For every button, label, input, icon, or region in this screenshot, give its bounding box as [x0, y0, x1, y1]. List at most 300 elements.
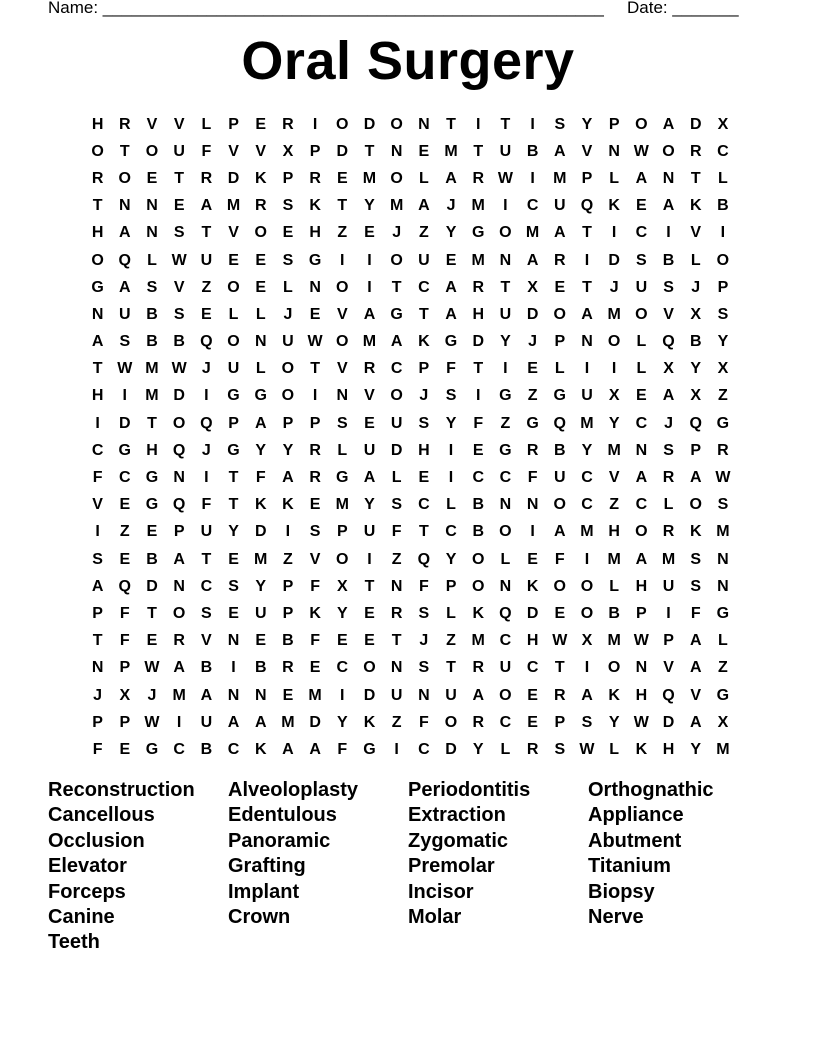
- grid-letter: A: [662, 115, 675, 133]
- grid-letter: O: [635, 523, 648, 541]
- word-bank-item: Biopsy: [588, 880, 655, 903]
- grid-letter: S: [418, 659, 430, 677]
- grid-letter: V: [690, 686, 702, 704]
- grid-letter: L: [283, 278, 293, 296]
- grid-letter: S: [309, 523, 321, 541]
- grid-letter: D: [526, 305, 539, 323]
- grid-letter: E: [309, 659, 321, 677]
- grid-letter: T: [690, 169, 701, 187]
- grid-letter: A: [445, 305, 457, 323]
- grid-letter: R: [526, 441, 539, 459]
- grid-letter: Q: [172, 441, 186, 459]
- grid-letter: B: [200, 659, 213, 677]
- grid-letter: K: [254, 169, 267, 187]
- grid-letter: D: [526, 604, 539, 622]
- grid-letter: W: [497, 169, 513, 187]
- grid-letter: J: [419, 387, 429, 405]
- grid-letter: O: [635, 115, 648, 133]
- grid-letter: V: [663, 305, 674, 323]
- grid-letter: D: [363, 686, 376, 704]
- grid-letter: Y: [336, 713, 348, 731]
- page-title: Oral Surgery: [241, 31, 575, 91]
- word-bank-item: Titanium: [588, 855, 671, 878]
- grid-letter: I: [204, 469, 209, 487]
- grid-letter: K: [689, 197, 702, 215]
- grid-letter: F: [310, 632, 320, 650]
- grid-letter: Z: [119, 523, 130, 541]
- grid-letter: E: [255, 251, 267, 269]
- grid-letter: N: [635, 441, 648, 459]
- grid-letter: I: [95, 523, 100, 541]
- grid-letter: F: [418, 577, 429, 595]
- grid-letter: L: [718, 169, 728, 187]
- grid-letter: I: [584, 251, 590, 269]
- grid-letter: X: [336, 577, 348, 595]
- grid-letter: M: [362, 333, 377, 351]
- grid-letter: H: [309, 224, 321, 242]
- grid-letter: B: [608, 604, 620, 622]
- grid-letter: S: [581, 713, 593, 731]
- grid-letter: Q: [417, 550, 431, 568]
- grid-letter: F: [391, 523, 402, 541]
- grid-letter: N: [635, 659, 648, 677]
- grid-letter: V: [201, 632, 212, 650]
- grid-letter: F: [92, 469, 103, 487]
- grid-letter: W: [144, 713, 160, 731]
- grid-letter: O: [172, 414, 186, 432]
- grid-letter: K: [363, 713, 376, 731]
- word-bank-item: Reconstruction: [48, 779, 195, 801]
- grid-letter: J: [201, 360, 211, 378]
- grid-letter: X: [717, 115, 729, 133]
- grid-letter: O: [390, 169, 403, 187]
- grid-letter: I: [530, 169, 535, 187]
- grid-letter: P: [445, 577, 457, 595]
- grid-letter: E: [228, 550, 239, 568]
- grid-letter: A: [200, 197, 213, 215]
- grid-letter: G: [471, 224, 485, 242]
- grid-letter: B: [554, 441, 566, 459]
- grid-letter: E: [119, 740, 131, 758]
- grid-letter: N: [499, 251, 512, 269]
- grid-letter: N: [662, 169, 675, 187]
- grid-letter: B: [146, 550, 158, 568]
- grid-letter: Q: [689, 414, 702, 432]
- grid-letter: U: [581, 387, 593, 405]
- grid-letter: Z: [609, 496, 620, 514]
- grid-letter: J: [664, 414, 673, 432]
- word-bank-item: Grafting: [228, 855, 306, 878]
- grid-letter: V: [336, 360, 348, 378]
- grid-letter: N: [119, 197, 131, 215]
- grid-letter: T: [119, 142, 130, 160]
- grid-letter: D: [608, 251, 620, 269]
- grid-letter: I: [666, 604, 671, 622]
- grid-letter: X: [119, 686, 131, 704]
- word-bank-item: Periodontitis: [408, 779, 531, 801]
- grid-letter: P: [92, 713, 103, 731]
- grid-letter: O: [91, 142, 104, 160]
- grid-letter: P: [282, 414, 294, 432]
- grid-letter: E: [336, 632, 348, 650]
- grid-letter: R: [689, 142, 702, 160]
- grid-letter: E: [173, 197, 185, 215]
- grid-letter: N: [499, 577, 512, 595]
- grid-letter: M: [716, 523, 730, 541]
- grid-letter: T: [228, 496, 239, 514]
- grid-letter: L: [147, 251, 157, 269]
- grid-letter: R: [282, 115, 294, 133]
- grid-letter: S: [146, 278, 158, 296]
- grid-letter: L: [418, 169, 429, 187]
- grid-letter: R: [119, 115, 131, 133]
- grid-letter: G: [145, 740, 159, 758]
- grid-letter: U: [445, 686, 457, 704]
- grid-letter: U: [499, 142, 512, 160]
- grid-letter: F: [255, 469, 266, 487]
- grid-letter: D: [445, 740, 457, 758]
- grid-letter: E: [445, 251, 457, 269]
- grid-letter: N: [608, 142, 620, 160]
- grid-letter: N: [499, 496, 512, 514]
- grid-letter: K: [309, 604, 321, 622]
- grid-letter: N: [390, 577, 403, 595]
- grid-letter: Y: [690, 740, 702, 758]
- grid-letter: Q: [580, 197, 594, 215]
- grid-letter: P: [173, 523, 185, 541]
- grid-letter: P: [228, 115, 239, 133]
- grid-letter: F: [473, 414, 484, 432]
- grid-letter: S: [717, 305, 729, 323]
- grid-letter: Y: [472, 740, 484, 758]
- word-bank-item: Edentulous: [228, 804, 337, 827]
- grid-letter: E: [527, 686, 538, 704]
- grid-letter: A: [635, 550, 648, 568]
- grid-letter: I: [367, 278, 372, 296]
- grid-letter: A: [390, 333, 403, 351]
- grid-letter: I: [176, 713, 182, 731]
- grid-letter: I: [204, 387, 209, 405]
- grid-letter: N: [418, 115, 430, 133]
- grid-letter: I: [611, 360, 617, 378]
- grid-letter: I: [475, 115, 481, 133]
- grid-letter: R: [91, 169, 104, 187]
- grid-letter: P: [336, 523, 348, 541]
- grid-letter: T: [147, 604, 157, 622]
- grid-letter: A: [282, 740, 294, 758]
- grid-letter: C: [635, 414, 648, 432]
- word-bank-item: Abutment: [588, 829, 682, 852]
- grid-letter: G: [145, 469, 159, 487]
- grid-letter: O: [118, 169, 131, 187]
- grid-letter: E: [228, 251, 239, 269]
- grid-letter: S: [554, 115, 566, 133]
- grid-letter: N: [717, 577, 729, 595]
- grid-letter: Z: [391, 550, 402, 568]
- grid-letter: E: [255, 115, 267, 133]
- grid-letter: Y: [581, 441, 593, 459]
- grid-letter: P: [663, 632, 674, 650]
- grid-letter: U: [200, 713, 213, 731]
- grid-letter: Q: [662, 333, 675, 351]
- grid-letter: I: [584, 659, 590, 677]
- grid-letter: H: [146, 441, 158, 459]
- grid-letter: T: [364, 142, 375, 160]
- word-bank-item: Cancellous: [48, 804, 155, 827]
- grid-letter: W: [117, 360, 133, 378]
- grid-letter: U: [390, 686, 403, 704]
- grid-letter: J: [528, 333, 538, 351]
- grid-letter: K: [254, 740, 267, 758]
- grid-letter: Y: [364, 496, 375, 514]
- grid-letter: C: [499, 632, 512, 650]
- grid-letter: Z: [201, 278, 212, 296]
- grid-letter: Z: [500, 414, 511, 432]
- grid-letter: L: [609, 740, 620, 758]
- grid-letter: H: [418, 441, 430, 459]
- grid-letter: X: [717, 360, 729, 378]
- grid-letter: G: [444, 333, 458, 351]
- grid-letter: D: [173, 387, 185, 405]
- grid-letter: J: [283, 305, 293, 323]
- grid-letter: E: [309, 305, 321, 323]
- grid-letter: O: [553, 305, 566, 323]
- grid-letter: U: [662, 577, 675, 595]
- grid-letter: Y: [608, 713, 620, 731]
- grid-letter: U: [200, 251, 213, 269]
- grid-letter: I: [394, 740, 399, 758]
- grid-letter: O: [336, 115, 349, 133]
- grid-letter: E: [119, 496, 131, 514]
- grid-letter: T: [554, 659, 565, 677]
- grid-letter: H: [635, 577, 648, 595]
- grid-letter: M: [145, 387, 159, 405]
- grid-letter: T: [500, 278, 511, 296]
- grid-letter: N: [418, 686, 430, 704]
- grid-letter: P: [282, 604, 294, 622]
- word-bank-item: Molar: [408, 905, 462, 928]
- grid-letter: X: [690, 305, 702, 323]
- grid-letter: L: [609, 577, 620, 595]
- grid-letter: O: [227, 333, 240, 351]
- grid-letter: D: [363, 115, 376, 133]
- grid-letter: I: [231, 659, 236, 677]
- grid-letter: E: [364, 414, 375, 432]
- grid-letter: F: [337, 740, 348, 758]
- grid-letter: A: [662, 197, 675, 215]
- grid-letter: L: [500, 550, 511, 568]
- grid-letter: O: [390, 251, 403, 269]
- grid-letter: E: [554, 604, 566, 622]
- grid-letter: N: [173, 469, 185, 487]
- grid-letter: N: [390, 142, 403, 160]
- grid-letter: A: [554, 523, 566, 541]
- grid-letter: V: [173, 115, 185, 133]
- grid-letter: T: [174, 169, 185, 187]
- grid-letter: U: [499, 305, 512, 323]
- grid-letter: U: [254, 604, 267, 622]
- grid-letter: O: [444, 713, 458, 731]
- grid-letter: O: [227, 278, 240, 296]
- grid-letter: E: [364, 632, 375, 650]
- grid-letter: A: [254, 713, 267, 731]
- grid-letter: R: [526, 740, 539, 758]
- grid-letter: C: [418, 278, 430, 296]
- grid-letter: P: [119, 659, 131, 677]
- grid-letter: A: [363, 305, 376, 323]
- grid-letter: D: [309, 713, 321, 731]
- grid-letter: U: [499, 659, 512, 677]
- grid-letter: F: [418, 713, 429, 731]
- grid-letter: L: [663, 496, 674, 514]
- grid-letter: E: [364, 224, 375, 242]
- grid-letter: S: [228, 577, 239, 595]
- grid-letter: A: [689, 469, 702, 487]
- grid-letter: S: [391, 496, 402, 514]
- grid-letter: D: [336, 142, 349, 160]
- grid-letter: B: [662, 251, 675, 269]
- grid-letter: P: [418, 360, 430, 378]
- grid-letter: L: [554, 360, 565, 378]
- grid-letter: A: [581, 686, 593, 704]
- grid-letter: P: [119, 713, 131, 731]
- grid-letter: T: [337, 197, 348, 215]
- grid-letter: N: [717, 550, 729, 568]
- word-bank-item: Zygomatic: [408, 829, 509, 852]
- grid-letter: N: [254, 333, 267, 351]
- grid-letter: D: [472, 333, 484, 351]
- grid-letter: W: [715, 469, 731, 487]
- grid-letter: M: [444, 142, 458, 160]
- grid-letter: S: [173, 305, 185, 323]
- grid-letter: A: [173, 550, 185, 568]
- grid-letter: S: [282, 197, 294, 215]
- grid-letter: E: [309, 496, 321, 514]
- word-bank-item: Teeth: [48, 931, 100, 954]
- grid-letter: K: [309, 197, 321, 215]
- grid-letter: D: [254, 523, 267, 541]
- grid-letter: A: [254, 414, 267, 432]
- grid-letter: K: [608, 686, 620, 704]
- grid-letter: U: [282, 333, 294, 351]
- grid-letter: O: [635, 305, 648, 323]
- grid-letter: N: [91, 305, 104, 323]
- grid-letter: V: [146, 115, 158, 133]
- grid-letter: R: [472, 169, 484, 187]
- grid-letter: H: [91, 224, 104, 242]
- grid-letter: O: [390, 115, 403, 133]
- grid-letter: E: [119, 550, 131, 568]
- grid-letter: G: [499, 387, 512, 405]
- word-bank-item: Incisor: [408, 880, 474, 903]
- grid-letter: I: [448, 441, 454, 459]
- grid-letter: F: [310, 577, 320, 595]
- grid-letter: O: [553, 496, 566, 514]
- grid-letter: R: [554, 251, 566, 269]
- grid-letter: Z: [283, 550, 293, 568]
- grid-letter: E: [282, 224, 294, 242]
- grid-letter: S: [663, 278, 674, 296]
- grid-letter: O: [145, 142, 159, 160]
- grid-letter: Z: [718, 387, 728, 405]
- grid-letter: Q: [118, 577, 131, 595]
- grid-letter: E: [636, 197, 647, 215]
- grid-letter: Y: [445, 550, 457, 568]
- grid-letter: A: [309, 740, 321, 758]
- grid-letter: J: [147, 686, 157, 704]
- grid-letter: Y: [336, 604, 348, 622]
- word-bank-item: Nerve: [588, 905, 644, 928]
- grid-letter: M: [389, 197, 404, 215]
- grid-letter: B: [472, 523, 484, 541]
- grid-letter: V: [228, 142, 239, 160]
- grid-letter: G: [716, 604, 730, 622]
- grid-letter: H: [608, 523, 620, 541]
- grid-letter: G: [91, 278, 104, 296]
- grid-letter: Q: [662, 686, 675, 704]
- grid-letter: O: [471, 550, 485, 568]
- grid-letter: J: [609, 278, 619, 296]
- grid-letter: N: [309, 278, 321, 296]
- grid-letter: Y: [690, 360, 702, 378]
- grid-letter: B: [526, 142, 539, 160]
- grid-letter: C: [336, 659, 349, 677]
- grid-letter: Q: [553, 414, 566, 432]
- grid-letter: C: [390, 360, 403, 378]
- grid-letter: L: [337, 441, 348, 459]
- grid-letter: D: [119, 414, 131, 432]
- grid-letter: A: [227, 713, 240, 731]
- word-bank-item: Panoramic: [228, 829, 331, 852]
- grid-letter: A: [581, 305, 593, 323]
- grid-letter: J: [446, 197, 456, 215]
- grid-letter: M: [716, 740, 730, 758]
- grid-letter: L: [636, 333, 647, 351]
- grid-letter: G: [716, 686, 730, 704]
- grid-letter: P: [717, 278, 729, 296]
- grid-letter: O: [281, 387, 295, 405]
- grid-letter: Z: [446, 632, 456, 650]
- grid-letter: M: [172, 686, 186, 704]
- grid-letter: R: [254, 197, 267, 215]
- grid-letter: I: [720, 224, 726, 242]
- grid-letter: D: [227, 169, 240, 187]
- grid-letter: V: [663, 659, 674, 677]
- grid-letter: O: [553, 577, 566, 595]
- grid-letter: P: [228, 414, 239, 432]
- grid-letter: A: [635, 169, 648, 187]
- grid-letter: G: [145, 496, 159, 514]
- grid-letter: R: [309, 441, 321, 459]
- word-bank-item: Extraction: [408, 804, 506, 827]
- grid-letter: G: [390, 305, 403, 323]
- grid-letter: F: [119, 632, 130, 650]
- grid-letter: G: [499, 441, 512, 459]
- grid-letter: T: [201, 550, 212, 568]
- grid-letter: B: [689, 333, 702, 351]
- grid-letter: R: [472, 659, 484, 677]
- grid-letter: E: [364, 604, 375, 622]
- grid-letter: O: [336, 333, 349, 351]
- grid-letter: G: [363, 740, 376, 758]
- grid-letter: B: [254, 659, 267, 677]
- grid-letter: H: [91, 115, 104, 133]
- grid-letter: Q: [200, 414, 213, 432]
- grid-letter: I: [584, 360, 590, 378]
- grid-letter: R: [717, 441, 729, 459]
- grid-letter: O: [689, 496, 702, 514]
- grid-letter: T: [500, 115, 511, 133]
